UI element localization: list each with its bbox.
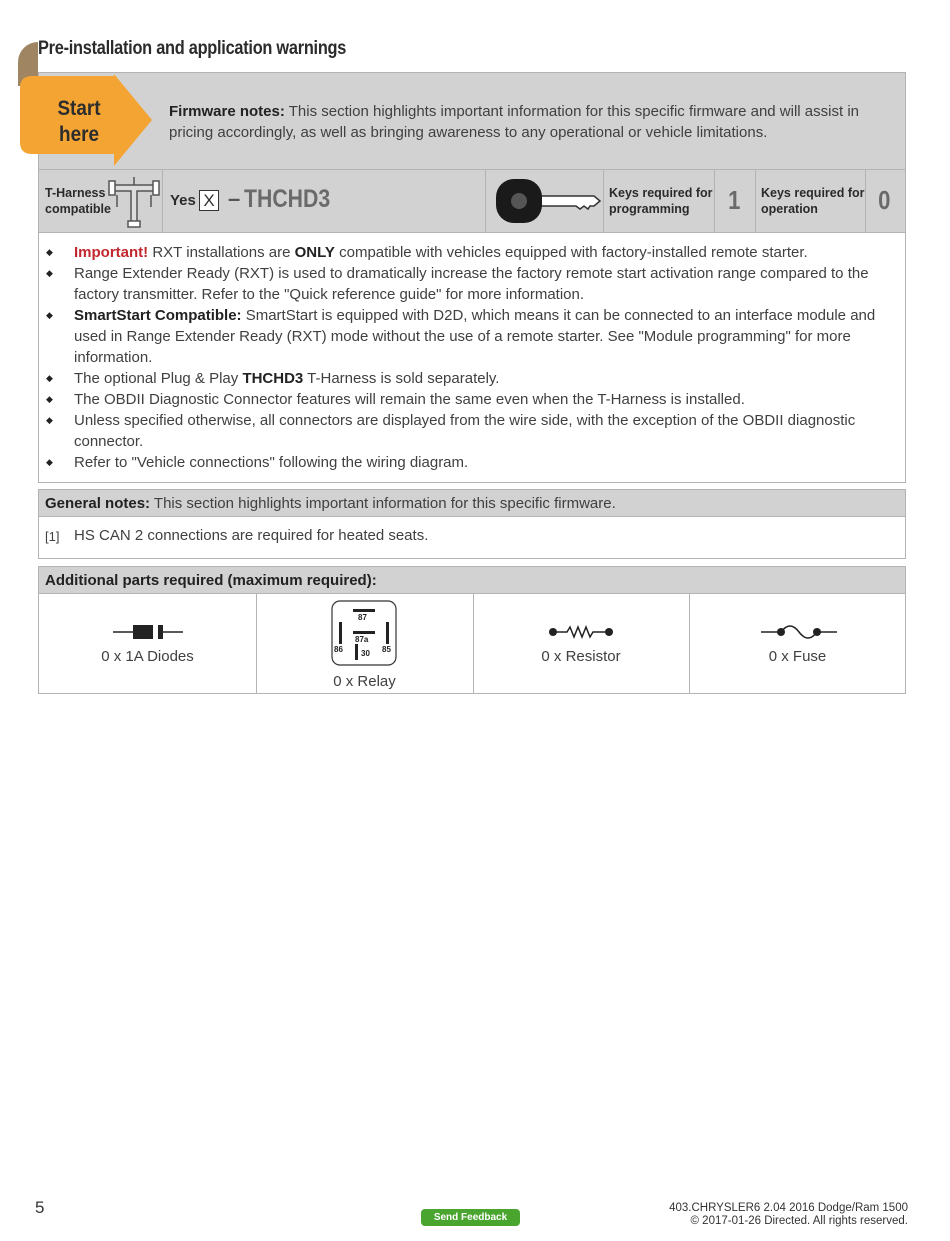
keys-operation-label: Keys required for operation [761,186,865,216]
list-item [39,263,899,305]
note-number: [1] [45,529,60,544]
bullet-icon: ◆ [46,415,53,425]
page-number: 5 [35,1198,45,1217]
bullet-icon: ◆ [46,373,53,383]
warnings-list [39,242,899,473]
part-cell-resistor [473,594,689,693]
list-item [39,242,899,263]
list-item [39,368,899,389]
start-line1: Start [57,97,101,120]
part-label: 0 x Resistor [541,648,621,665]
keys-programming-label: Keys required for programming [609,186,713,216]
key-icon [494,176,604,226]
resistor-icon [547,624,615,640]
warnings-box [38,233,906,483]
part-label: 0 x Relay [333,673,396,690]
divider [755,170,756,232]
tharness-icon [107,173,161,229]
page-title: Pre-installation and application warnings [38,38,347,59]
item-bold: THCHD3 [242,370,304,387]
diode-icon [113,622,183,642]
firmware-notes-text [169,101,869,143]
item-bold: ONLY [294,244,335,261]
harness-code: THCHD3 [244,185,331,213]
item-text: RXT installations are [148,244,295,261]
item-text: Refer to "Vehicle connections" following the wiring diagram. [74,454,469,471]
divider [714,170,715,232]
part-label: 0 x Fuse [768,648,827,665]
general-notes-header [38,489,906,517]
relay-pin-85: 85 [382,645,391,654]
important-label: Important! [74,244,149,261]
relay-icon [331,600,397,666]
item-text: T-Harness is sold separately. [303,370,500,387]
list-item [39,452,899,473]
part-cell-relay [256,594,473,693]
compatible-checkbox: X [199,190,219,211]
item-bold: SmartStart Compatible: [74,307,242,324]
spec-row [38,170,906,233]
list-item [39,389,899,410]
relay-pin-30: 30 [361,649,370,658]
keys-operation-value: 0 [878,185,891,215]
item-text: Range Extender Ready (RXT) is used to dramatically increase the factory remote start activation range compared to the factory transmitter. Refer to the "Quick reference guide" for more information. [74,265,869,303]
item-text: The optional Plug & Play [74,370,243,387]
start-line2: here [59,123,99,146]
part-cell-fuse [689,594,906,693]
part-cell-diode [39,594,256,693]
item-text: compatible with vehicles equipped with factory-installed remote starter. [334,244,808,261]
fuse-icon [761,622,837,642]
bullet-icon: ◆ [46,268,53,278]
divider [603,170,604,232]
firmware-notes-label: Firmware notes: [169,103,285,120]
general-notes-body [38,517,906,559]
divider [162,170,163,232]
copyright: © 2017-01-26 Directed. All rights reserved. [690,1215,908,1227]
general-notes-label: General notes: [45,495,151,512]
relay-pin-87a: 87a [355,635,369,644]
start-here-label [40,96,117,148]
relay-pin-87: 87 [358,613,367,622]
bullet-icon: ◆ [46,310,53,320]
yes-label: Yes [170,192,196,209]
divider [485,170,486,232]
item-text: SmartStart is equipped with D2D, which means it can be connected to an interface module and used in Range Extender Ready (RXT) mode without the use of a remote starter. See "Module programming" for more information. [74,307,876,366]
divider [865,170,866,232]
item-text: The OBDII Diagnostic Connector features will remain the same even when the T-Harness is installed. [74,391,745,408]
note-text: HS CAN 2 connections are required for heated seats. [74,527,429,544]
item-text: Unless specified otherwise, all connectors are displayed from the wire side, with the exception of the OBDII diagnostic connector. [74,412,856,450]
bullet-icon: ◆ [46,457,53,467]
tharness-compatible-label: T-Harness compatible [45,186,111,216]
footer-info [669,1202,908,1228]
list-item [39,305,899,368]
bullet-icon: ◆ [46,394,53,404]
additional-parts-grid [38,594,906,694]
part-label: 0 x 1A Diodes [101,648,194,665]
doc-line: 403.CHRYSLER6 2.04 2016 Dodge/Ram 1500 [669,1202,908,1214]
firmware-notes-body: This section highlights important information for this specific firmware and will assist in pricing accordingly, as well as bringing awareness to any operational or vehicle limitations. [169,103,859,141]
general-notes-desc: This section highlights important information for this specific firmware. [150,495,616,512]
bullet-icon: ◆ [46,247,53,257]
dash: – [228,186,241,211]
send-feedback-button[interactable]: Send Feedback [421,1209,520,1226]
list-item [39,410,899,452]
keys-programming-value: 1 [728,185,741,215]
relay-pin-86: 86 [334,645,343,654]
additional-parts-header: Additional parts required (maximum required): [38,566,906,594]
